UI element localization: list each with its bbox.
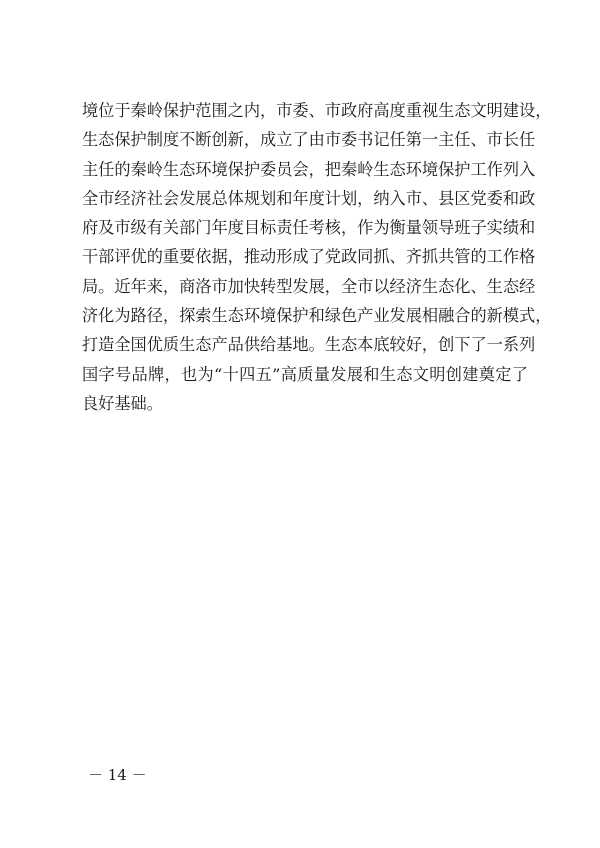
text-line: 打造全国优质生态产品供给基地。生态本底较好，创下了一系列 — [82, 335, 536, 355]
text-line: 国字号品牌，也为“十四五”高质量发展和生态文明创建奠定了 — [82, 364, 528, 384]
text-line: 济化为路径，探索生态环境保护和绿色产业发展相融合的新模式， — [82, 306, 552, 326]
text-line: 全市经济社会发展总体规划和年度计划，纳入市、县区党委和政 — [82, 188, 536, 208]
text-line: 局。近年来，商洛市加快转型发展，全市以经济生态化、生态经 — [82, 276, 536, 296]
text-line: 境位于秦岭保护范围之内，市委、市政府高度重视生态文明建设， — [82, 101, 552, 120]
text-line: 主任的秦岭生态环境保护委员会，把秦岭生态环境保护工作列入 — [82, 159, 536, 179]
text-line: 良好基础。 — [82, 393, 163, 413]
text-line: 府及市级有关部门年度目标责任考核，作为衡量领导班子实绩和 — [82, 218, 536, 238]
page-number: － 14 － — [88, 766, 147, 784]
body-paragraph — [82, 96, 552, 418]
text-line: 生态保护制度不断创新，成立了由市委书记任第一主任、市长任 — [82, 130, 536, 150]
text-line: 干部评优的重要依据，推动形成了党政同抓、齐抓共管的工作格 — [82, 247, 536, 267]
